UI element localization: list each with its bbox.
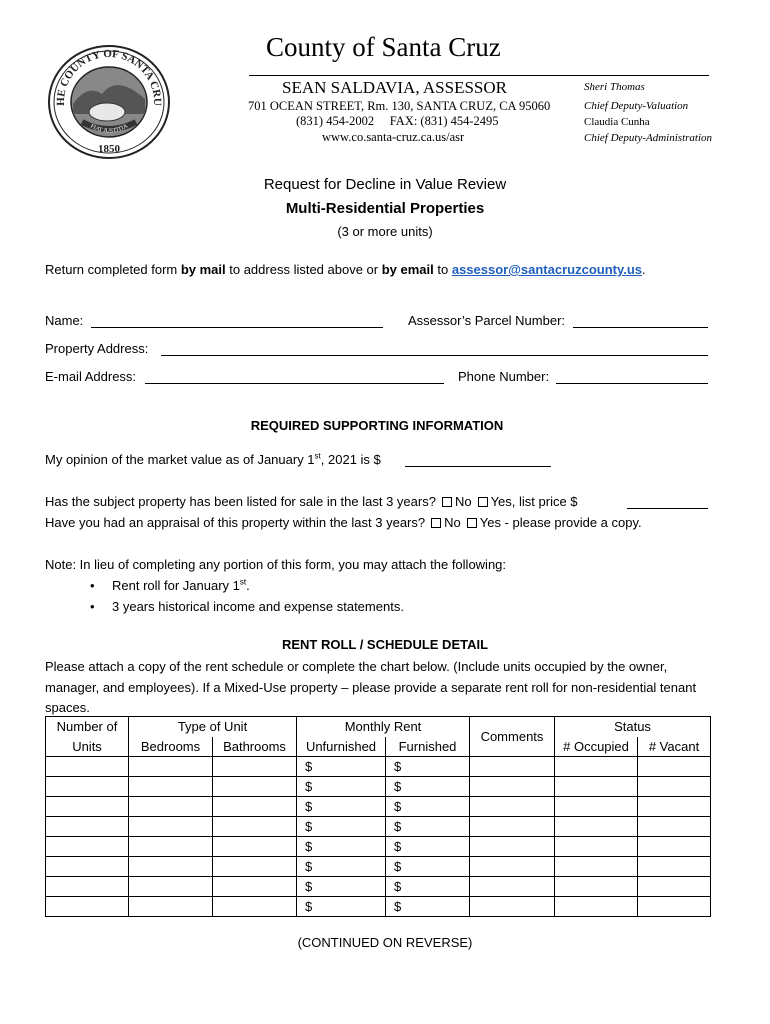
table-cell[interactable] [213, 817, 297, 837]
table-cell[interactable]: $ [386, 837, 470, 857]
table-cell[interactable]: $ [386, 897, 470, 917]
listed-no-checkbox[interactable] [442, 497, 452, 507]
opinion-prefix: My opinion of the market value as of January 1 [45, 452, 315, 467]
table-cell[interactable]: $ [297, 857, 386, 877]
table-row [46, 897, 711, 917]
table-cell[interactable] [470, 817, 555, 837]
bullet-1-sup: st [239, 577, 247, 587]
appraisal-question [45, 515, 642, 530]
col-monthly-rent: Monthly Rent [297, 717, 470, 737]
table-cell[interactable] [129, 817, 213, 837]
return-prefix: Return completed form [45, 262, 181, 277]
header-rule [249, 75, 709, 76]
opinion-suffix: , 2021 is $ [320, 452, 381, 467]
assessor-email-link[interactable]: assessor@santacruzcounty.us [451, 262, 643, 277]
table-cell[interactable]: $ [386, 857, 470, 877]
col-bedrooms: Bedrooms [129, 737, 213, 757]
table-cell[interactable]: $ [297, 797, 386, 817]
table-header-row-2 [46, 737, 711, 757]
table-cell[interactable] [638, 777, 711, 797]
by-mail: by mail [180, 262, 226, 277]
appraisal-no-label: No [444, 515, 461, 530]
table-cell[interactable] [46, 877, 129, 897]
table-cell[interactable] [213, 837, 297, 857]
table-header-row-1 [46, 717, 711, 737]
by-email: by email [381, 262, 434, 277]
form-units-note: (3 or more units) [337, 224, 433, 239]
table-cell[interactable] [555, 837, 638, 857]
table-cell[interactable] [213, 797, 297, 817]
col-status: Status [555, 717, 711, 737]
table-cell[interactable] [46, 857, 129, 877]
table-cell[interactable] [213, 777, 297, 797]
rent-roll-heading: RENT ROLL / SCHEDULE DETAIL [281, 637, 489, 652]
table-row [46, 857, 711, 877]
table-cell[interactable] [638, 797, 711, 817]
form-title: Request for Decline in Value Review [263, 176, 507, 193]
assessor-name: SEAN SALDAVIA, ASSESSOR [282, 78, 507, 97]
list-price-field[interactable] [627, 508, 708, 509]
table-cell[interactable]: $ [297, 897, 386, 917]
bullet-2-text: 3 years historical income and expense statements. [112, 599, 404, 614]
table-cell[interactable] [213, 897, 297, 917]
table-cell[interactable] [555, 777, 638, 797]
table-row [46, 877, 711, 897]
col-vacant: # Vacant [638, 737, 711, 757]
table-cell[interactable]: $ [386, 877, 470, 897]
table-cell[interactable] [129, 757, 213, 777]
office-phone-fax: (831) 454-2002 FAX: (831) 454-2495 [296, 114, 499, 128]
table-cell[interactable] [129, 877, 213, 897]
col-type-of-unit: Type of Unit [129, 717, 297, 737]
office-website[interactable]: www.co.santa-cruz.ca.us/asr [322, 130, 465, 144]
table-cell[interactable] [129, 857, 213, 877]
table-cell[interactable] [470, 877, 555, 897]
bullet-1-prefix: Rent roll for January 1 [112, 578, 240, 593]
email-label: E-mail Address: [45, 369, 137, 384]
table-cell[interactable]: $ [297, 817, 386, 837]
table-cell[interactable]: $ [386, 817, 470, 837]
bullet-icon: • [90, 599, 95, 614]
return-instructions [45, 262, 646, 277]
listed-no-label: No [454, 494, 472, 509]
table-cell[interactable] [470, 897, 555, 917]
opinion-line [45, 452, 381, 467]
table-cell[interactable] [555, 857, 638, 877]
table-cell[interactable] [46, 817, 129, 837]
appraisal-question-text: Have you had an appraisal of this property within the last 3 years? [45, 515, 426, 530]
table-cell[interactable] [213, 877, 297, 897]
rent-roll-body [46, 757, 711, 917]
county-title: County of Santa Cruz [266, 32, 501, 62]
phone-field[interactable] [556, 383, 708, 384]
parcel-field[interactable] [573, 327, 708, 328]
col-number-of: Number of [46, 717, 129, 737]
table-cell[interactable] [46, 797, 129, 817]
col-unfurnished: Unfurnished [297, 737, 386, 757]
table-cell[interactable]: $ [386, 777, 470, 797]
table-cell[interactable] [555, 797, 638, 817]
table-cell[interactable] [46, 757, 129, 777]
property-address-field[interactable] [161, 355, 708, 356]
name-field[interactable] [91, 327, 383, 328]
table-cell[interactable] [638, 837, 711, 857]
note-intro: Note: In lieu of completing any portion of this form, you may attach the following: [45, 557, 507, 572]
table-cell[interactable] [470, 837, 555, 857]
table-cell[interactable] [470, 757, 555, 777]
return-middle: to address listed above or [225, 262, 382, 277]
listed-yes-label: Yes, list price $ [490, 494, 578, 509]
name-label: Name: [45, 313, 84, 328]
form-subtitle: Multi-Residential Properties [285, 200, 485, 217]
note-bullet-1 [90, 578, 250, 593]
table-cell[interactable] [470, 797, 555, 817]
table-row [46, 797, 711, 817]
office-address: 701 OCEAN STREET, Rm. 130, SANTA CRUZ, CA 95060 [248, 99, 551, 113]
opinion-sup: st [314, 451, 321, 461]
table-cell[interactable] [638, 757, 711, 777]
appraisal-yes-checkbox[interactable] [467, 518, 477, 528]
table-cell[interactable] [638, 877, 711, 897]
table-cell[interactable] [470, 777, 555, 797]
return-to: to [433, 262, 452, 277]
table-cell[interactable] [46, 897, 129, 917]
appraisal-no-checkbox[interactable] [431, 518, 441, 528]
table-cell[interactable] [129, 837, 213, 857]
table-cell[interactable]: $ [386, 757, 470, 777]
col-bathrooms: Bathrooms [213, 737, 297, 757]
listed-question [45, 494, 578, 509]
table-cell[interactable] [638, 857, 711, 877]
table-cell[interactable]: $ [297, 777, 386, 797]
staff-title-1: Chief Deputy-Valuation [584, 100, 689, 112]
table-cell[interactable] [555, 897, 638, 917]
rent-roll-table [45, 716, 711, 917]
col-units: Units [46, 737, 129, 757]
seal-year: 1850 [98, 143, 120, 155]
table-cell[interactable] [555, 877, 638, 897]
listed-yes-checkbox[interactable] [478, 497, 488, 507]
listed-question-text: Has the subject property has been listed for sale in the last 3 years? [45, 494, 436, 509]
note-bullet-2 [90, 599, 404, 614]
table-cell[interactable] [46, 837, 129, 857]
appraisal-yes-label: Yes - please provide a copy. [479, 515, 642, 530]
table-cell[interactable] [470, 857, 555, 877]
staff-title-2: Chief Deputy-Administration [584, 132, 713, 144]
col-occupied: # Occupied [555, 737, 638, 757]
return-end: . [642, 262, 646, 277]
phone-label: Phone Number: [458, 369, 550, 384]
table-row [46, 777, 711, 797]
col-comments: Comments [470, 717, 555, 757]
col-furnished: Furnished [386, 737, 470, 757]
table-cell[interactable] [129, 777, 213, 797]
table-cell[interactable] [129, 797, 213, 817]
bullet-1-suffix: . [246, 578, 250, 593]
supporting-heading: REQUIRED SUPPORTING INFORMATION [250, 418, 504, 433]
table-cell[interactable]: $ [297, 877, 386, 897]
table-row [46, 757, 711, 777]
email-field[interactable] [145, 383, 444, 384]
staff-name-2: Claudia Cunha [584, 116, 650, 128]
table-cell[interactable] [129, 897, 213, 917]
staff-name-1: Sheri Thomas [584, 81, 645, 93]
rent-roll-paragraph: Please attach a copy of the rent schedule or complete the chart below. (Include units occupied by the owner, manager, and employees). If a Mixed-Use property – please provide a separate rent roll for non-residential tenant spaces. [45, 659, 697, 715]
table-cell[interactable] [638, 817, 711, 837]
table-row [46, 837, 711, 857]
table-cell[interactable] [213, 857, 297, 877]
county-seal [47, 44, 171, 160]
market-value-field[interactable] [405, 466, 551, 467]
table-cell[interactable] [46, 777, 129, 797]
table-cell[interactable]: $ [297, 837, 386, 857]
table-cell[interactable]: $ [297, 757, 386, 777]
continued-note: (CONTINUED ON REVERSE) [297, 935, 473, 950]
bullet-icon: • [90, 578, 95, 593]
parcel-label: Assessor’s Parcel Number: [408, 313, 566, 328]
table-row [46, 817, 711, 837]
seal-motto: FIAT JUSTITIA [89, 123, 129, 135]
seal-ring-text: HE COUNTY OF SANTA CRU [54, 47, 164, 106]
table-cell[interactable] [555, 757, 638, 777]
table-cell[interactable] [555, 817, 638, 837]
table-cell[interactable]: $ [386, 797, 470, 817]
table-cell[interactable] [213, 757, 297, 777]
property-address-label: Property Address: [45, 341, 149, 356]
table-cell[interactable] [638, 897, 711, 917]
